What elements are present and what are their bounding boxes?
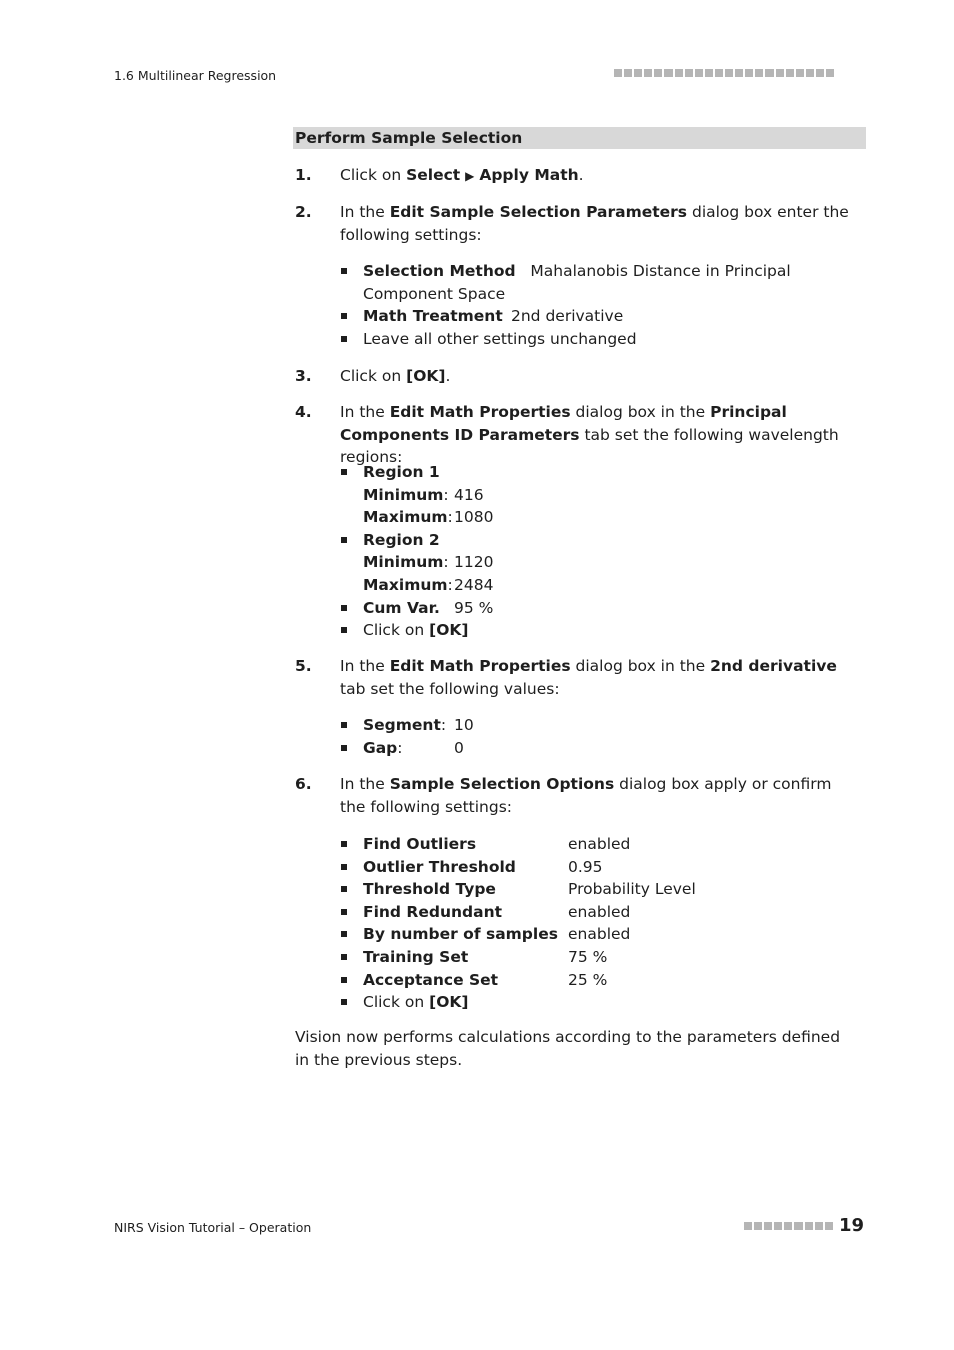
step-number: 2.: [295, 203, 312, 221]
list-item: Threshold Type Probability Level: [341, 878, 861, 901]
list-item: Find Redundant enabled: [341, 901, 861, 924]
list-item: By number of samples enabled: [341, 923, 861, 946]
list-item: Find Outliers enabled: [341, 833, 861, 856]
list-item: Click on [OK]: [341, 619, 861, 642]
list-item: Cum Var. 95 %: [341, 597, 861, 620]
step-text: In the Edit Math Properties dialog box in the Principal Components ID Parameters tab set the following wavelength regions:: [340, 403, 839, 467]
step-number: 5.: [295, 657, 312, 675]
arrow-icon: ▶: [465, 169, 475, 183]
list-item: Acceptance Set 25 %: [341, 969, 861, 992]
step-text: In the Edit Sample Selection Parameters dialog box enter the following settings:: [340, 203, 849, 244]
list-item-region-2: Region 2 Minimum: 1120 Maximum:2484: [341, 529, 861, 597]
step-number: 1.: [295, 166, 312, 184]
running-footer: NIRS Vision Tutorial – Operation: [114, 1220, 312, 1235]
step-number: 4.: [295, 403, 312, 421]
list-item: Segment: 10: [341, 714, 861, 737]
bullet-list: [341, 714, 861, 759]
bullet-list: [341, 260, 861, 350]
running-header: 1.6 Multilinear Regression: [114, 68, 277, 83]
step-text: In the Edit Math Properties dialog box in the 2nd derivative tab set the following values:: [340, 657, 837, 698]
region-list: [341, 461, 861, 642]
list-item-region-1: Region 1 Minimum: 416 Maximum:1080: [341, 461, 861, 529]
list-item: Outlier Threshold 0.95: [341, 856, 861, 879]
list-item: Click on [OK]: [341, 991, 861, 1014]
step-text: Click on [OK].: [340, 367, 451, 385]
settings-list: [341, 833, 861, 1014]
list-item: Math Treatment 2nd derivative: [341, 305, 861, 328]
page-number: 19: [839, 1215, 865, 1236]
closing-paragraph: Vision now performs calculations according to the parameters defined in the previous steps.: [295, 1028, 841, 1069]
footer-dots: [744, 1222, 833, 1230]
list-item: Selection Method Mahalanobis Distance in Principal Component Space: [341, 260, 861, 305]
step-text: Click on Select ▶ Apply Math.: [340, 166, 584, 184]
step-number: 3.: [295, 367, 312, 385]
step-text: In the Sample Selection Options dialog box apply or confirm the following settings:: [340, 775, 832, 816]
list-item: Training Set 75 %: [341, 946, 861, 969]
section-title: Perform Sample Selection: [293, 127, 866, 149]
step-number: 6.: [295, 775, 312, 793]
header-dots: [614, 69, 834, 77]
list-item: Leave all other settings unchanged: [341, 328, 861, 351]
list-item: Gap: 0: [341, 737, 861, 760]
